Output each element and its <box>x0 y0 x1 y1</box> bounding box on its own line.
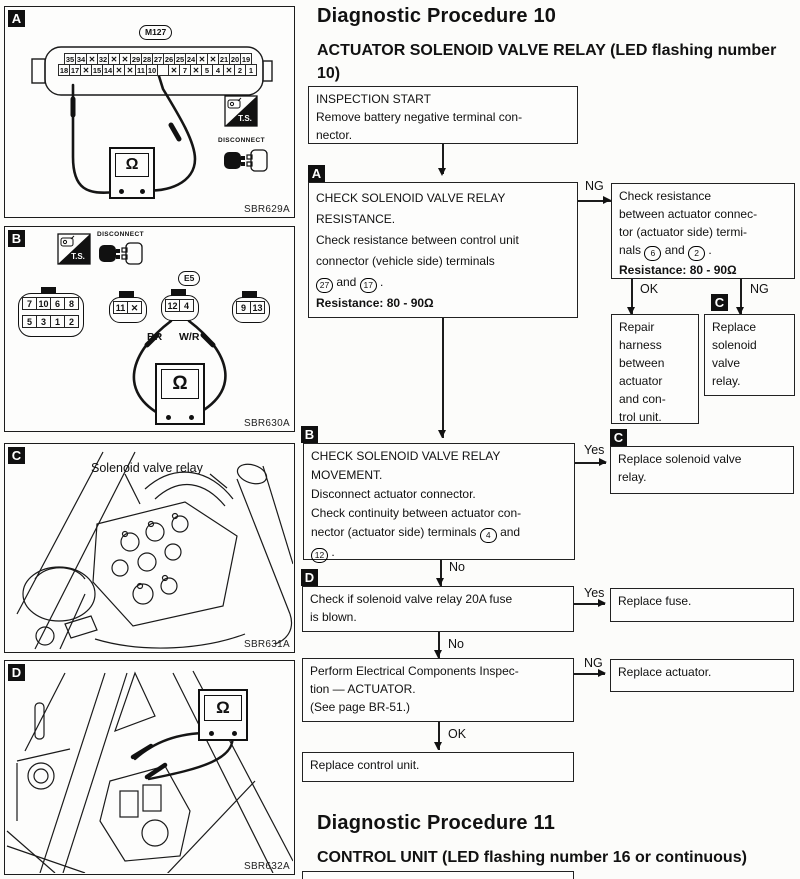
flow-box-repair-harness: Repair harness between actuator and con- trol unit. <box>611 314 699 424</box>
figure-ref: SBR629A <box>243 204 290 215</box>
pin-cell: 32 <box>98 55 108 64</box>
arrow-right <box>598 599 606 607</box>
wire-color-label: BR <box>147 331 163 343</box>
ohmmeter-terminal <box>209 731 214 736</box>
edge-label-ok: OK <box>448 727 467 741</box>
pin-cell: 2 <box>64 315 79 328</box>
edge-label-ng: NG <box>750 282 769 296</box>
flow-marker-c: C <box>711 294 728 311</box>
pin-cell: 11 <box>113 301 128 314</box>
ohm-symbol: Ω <box>115 153 149 177</box>
edge-label-no: No <box>448 637 464 651</box>
arrow-down <box>438 168 446 176</box>
figure-panel-c <box>4 443 295 653</box>
arrow-right <box>603 196 611 204</box>
crossed-pin-cell: ✕ <box>113 64 125 76</box>
pin-cell: 2 <box>234 64 246 76</box>
pin-cell: 4 <box>179 299 194 312</box>
crossed-pin-cell: ✕ <box>127 301 142 314</box>
pin-cell: 21 <box>219 55 229 64</box>
terminal-number: 4 <box>480 528 497 543</box>
flow-box-check-fuse: Check if solenoid valve relay 20A fuse is blown. <box>302 586 574 632</box>
pin-cell: 5 <box>201 64 213 76</box>
callout-solenoid-valve-relay: Solenoid valve relay <box>91 461 203 475</box>
pin-cell: 7 <box>22 297 37 310</box>
flow-box-electrical-inspection: Perform Electrical Components Inspec- tion — ACTUATOR. (See page BR-51.) <box>302 658 574 722</box>
crossed-pin-cell: ✕ <box>168 64 180 76</box>
arrow-right <box>599 458 607 466</box>
crossed-pin-cell: ✕ <box>80 64 92 76</box>
arrow-down <box>434 742 442 750</box>
pin-cell: 17 <box>70 66 80 75</box>
disconnect-icon <box>223 147 271 177</box>
pin-row <box>114 301 142 319</box>
panel-letter-b: B <box>8 230 25 247</box>
probing-illustration <box>5 661 293 873</box>
actuator-connector-8pin <box>18 293 84 337</box>
figure-ref: SBR632A <box>243 861 290 872</box>
arrow-right <box>598 669 606 677</box>
crossed-pin-cell: ✕ <box>119 53 131 65</box>
ohmmeter <box>109 147 155 199</box>
ohmmeter-terminal <box>189 415 194 420</box>
pin-cell: 1 <box>50 315 65 328</box>
ohmmeter-terminal <box>140 189 145 194</box>
terminal-number: 2 <box>688 246 705 261</box>
terminal-number: 27 <box>316 278 333 293</box>
pin-cell: 20 <box>230 55 240 64</box>
edge-label-ng: NG <box>585 179 604 193</box>
pin-cell: 34 <box>76 55 86 64</box>
figure-panel-a <box>4 6 295 218</box>
flow-marker-a: A <box>308 165 325 182</box>
ohm-symbol: Ω <box>161 369 199 399</box>
panel-letter-a: A <box>8 10 25 27</box>
flow-box-replace-relay: Replace solenoid valve relay. <box>610 446 794 494</box>
ohmmeter <box>155 363 205 425</box>
procedure-10-title: Diagnostic Procedure 10 <box>317 5 557 27</box>
arrow-down <box>436 578 444 586</box>
connector-2pin <box>109 297 147 323</box>
figure-panel-b <box>4 226 295 432</box>
flow-box-check-relay-movement: CHECK SOLENOID VALVE RELAY MOVEMENT. Disconnect actuator connector. Check continuity between actuator con- nector (actuator side) terminals 4 and 12 . <box>303 443 575 560</box>
pin-cell: 19 <box>241 55 251 64</box>
pin-row <box>23 297 79 315</box>
procedure-10-subtitle: ACTUATOR SOLENOID VALVE RELAY (LED flashing number 10) <box>317 42 777 82</box>
crossed-pin-cell: ✕ <box>190 64 202 76</box>
connector-2pin <box>161 295 199 321</box>
pin-cell: 3 <box>36 315 51 328</box>
connector-id-badge: M127 <box>139 25 172 40</box>
pin-cell: 26 <box>164 55 174 64</box>
pin-row <box>237 301 265 319</box>
pin-cell: 28 <box>142 55 152 64</box>
wire-color-label: W/R <box>179 331 200 343</box>
figure-ref: SBR631A <box>243 639 290 650</box>
flow-box-replace-actuator: Replace actuator. <box>610 659 794 692</box>
edge-label-ok: OK <box>640 282 659 296</box>
connector-lock-tab <box>41 287 56 294</box>
engine-bay-illustration <box>5 444 293 651</box>
pin-cell: 12 <box>165 299 180 312</box>
flow-marker-d: D <box>301 569 318 586</box>
crossed-pin-cell: ✕ <box>108 53 120 65</box>
pin-cell: 6 <box>50 297 65 310</box>
circuit-tester-icon <box>224 95 258 127</box>
connector-lock-tab <box>242 291 257 298</box>
flow-box-replace-fuse: Replace fuse. <box>610 588 794 622</box>
pin-cell: 9 <box>236 301 251 314</box>
pin-cell: 11 <box>135 64 147 76</box>
arrow-down <box>438 430 446 438</box>
figure-panel-d <box>4 660 295 875</box>
flow-box-replace-relay: Replace solenoid valve relay. <box>704 314 795 396</box>
flow-box-inspection-start: INSPECTION START Remove battery negative terminal con- nector. <box>308 86 578 144</box>
edge-label-ng: NG <box>584 656 603 670</box>
arrow-down <box>434 650 442 658</box>
connector-lock-tab <box>171 289 186 296</box>
procedure-11-title: Diagnostic Procedure 11 <box>317 812 556 834</box>
pin-row <box>166 299 194 317</box>
pin-cell: 27 <box>153 55 163 64</box>
flow-box-check-actuator-resistance: Check resistance between actuator connec- tor (actuator side) termi- nals 6 and 2 . Resistance: 80 - 90Ω <box>611 183 795 279</box>
pin-cell: 7 <box>179 64 191 76</box>
flow-marker-b: B <box>301 426 318 443</box>
ohmmeter-terminal <box>119 189 124 194</box>
ts-label: T.S. <box>238 114 252 123</box>
panel-letter-d: D <box>8 664 25 681</box>
panel-letter-c: C <box>8 447 25 464</box>
crossed-pin-cell: ✕ <box>207 53 219 65</box>
edge-label-yes: Yes <box>584 443 605 457</box>
crossed-pin-cell: ✕ <box>124 64 136 76</box>
pin-cell: 8 <box>64 297 79 310</box>
circuit-tester-icon <box>57 233 91 265</box>
pin-cell: 25 <box>175 55 185 64</box>
disconnect-label: DISCONNECT <box>97 231 144 238</box>
pin-row <box>23 315 79 333</box>
pin-cell: 18 <box>59 66 69 75</box>
ohmmeter-terminal <box>232 731 237 736</box>
figure-ref: SBR630A <box>243 418 290 429</box>
crossed-pin-cell: ✕ <box>86 53 98 65</box>
pin-cell: 4 <box>212 64 224 76</box>
flow-marker-c: C <box>610 429 627 446</box>
ts-label: T.S. <box>71 252 85 261</box>
terminal-number: 6 <box>644 246 661 261</box>
ohm-symbol: Ω <box>204 695 242 721</box>
pin-cell: 5 <box>22 315 37 328</box>
crossed-pin-cell: ✕ <box>223 64 235 76</box>
flow-box-check-relay-resistance: CHECK SOLENOID VALVE RELAY RESISTANCE. Check resistance between control unit connector (vehicle side) terminals 27 and 17 . Resistance: 80 - 90Ω <box>308 182 578 318</box>
ohmmeter <box>198 689 248 741</box>
disconnect-label: DISCONNECT <box>218 137 265 144</box>
pin-cell: 24 <box>186 55 196 64</box>
edge-label-no: No <box>449 560 465 574</box>
pin-cell: 10 <box>147 66 157 75</box>
flow-box-partial-bottom <box>302 871 574 879</box>
pin-cell: 35 <box>65 55 75 64</box>
connector-id-badge: E5 <box>178 271 200 286</box>
disconnect-icon <box>98 240 146 270</box>
ohmmeter-terminal <box>166 415 171 420</box>
terminal-number: 12 <box>311 548 328 563</box>
edge-label-yes: Yes <box>584 586 605 600</box>
connector-a-pin-row-bottom <box>59 64 257 82</box>
pin-cell: 15 <box>92 66 102 75</box>
terminal-number: 17 <box>360 278 377 293</box>
pin-cell: 13 <box>250 301 265 314</box>
pin-cell: 1 <box>245 64 257 76</box>
flow-box-replace-control-unit: Replace control unit. <box>302 752 574 782</box>
pin-cell: 10 <box>36 297 51 310</box>
crossed-pin-cell: ✕ <box>196 53 208 65</box>
connector-lock-tab <box>119 291 134 298</box>
connector-2pin <box>232 297 270 323</box>
procedure-11-subtitle: CONTROL UNIT (LED flashing number 16 or continuous) <box>317 849 747 866</box>
pin-cell: 29 <box>131 55 141 64</box>
pin-cell: 14 <box>103 66 113 75</box>
